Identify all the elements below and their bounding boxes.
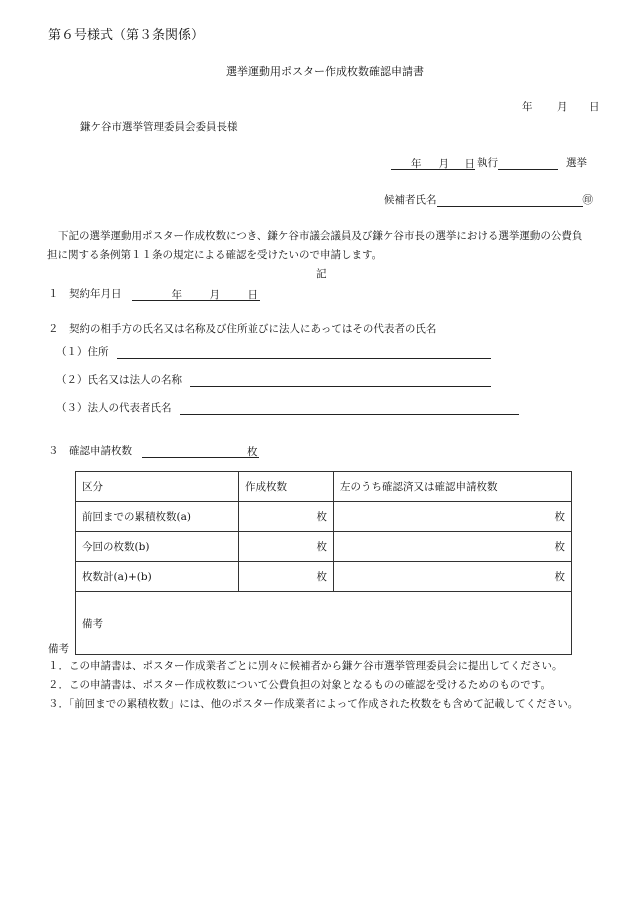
item3-unit: 枚 <box>247 446 258 458</box>
addressee: 鎌ケ谷市選挙管理委員会委員長様 <box>80 121 238 133</box>
election-line <box>391 155 587 170</box>
table-row <box>76 532 572 562</box>
item1-label: １ 契約年月日 <box>48 288 122 300</box>
item2-label: ２ 契約の相手方の氏名又は名称及び住所並びに法人にあってはその代表者の氏名 <box>48 323 437 335</box>
election-held-label: 執行 <box>477 157 498 169</box>
remarks-cell[interactable]: 備考 <box>76 592 572 655</box>
table-header-row <box>76 472 572 502</box>
created-cell[interactable]: 枚 <box>239 562 334 592</box>
row-label: 枚数計(a)+(b) <box>76 562 239 592</box>
remarks-row <box>76 592 572 655</box>
item3-label: ３ 確認申請枚数 <box>48 445 132 457</box>
representative-blank[interactable] <box>180 401 519 415</box>
candidate-label: 候補者氏名 <box>384 194 437 206</box>
note-item-1: １．この申請書は、ポスター作成業者ごとに別々に候補者から鎌ケ谷市選挙管理委員会に提出してください。 <box>48 660 563 672</box>
item3-count <box>48 443 259 458</box>
item1-year-label: 年 <box>172 287 210 301</box>
confirmed-cell[interactable]: 枚 <box>334 532 572 562</box>
election-year-label: 年 <box>411 156 425 170</box>
header-category: 区分 <box>76 472 239 502</box>
item2-name-label: （２）氏名又は法人の名称 <box>56 374 182 386</box>
election-day-label: 日 <box>449 156 475 170</box>
confirmed-cell[interactable]: 枚 <box>334 562 572 592</box>
item2-address-row <box>56 344 491 359</box>
item2-address-label: （１）住所 <box>56 346 109 358</box>
header-created: 作成枚数 <box>239 472 334 502</box>
form-number: 第６号様式（第３条関係） <box>48 28 205 43</box>
row-label: 今回の枚数(b) <box>76 532 239 562</box>
item1-contract-date <box>48 286 260 301</box>
election-month-label: 月 <box>425 156 449 170</box>
item2-rep-label: （３）法人の代表者氏名 <box>56 402 172 414</box>
election-year-blank[interactable] <box>391 156 411 170</box>
note-item-3: ３．「前回までの累積枚数」には、他のポスター作成業者によって作成された枚数をも含めて記載してください。 <box>48 698 579 710</box>
candidate-line <box>384 192 593 207</box>
created-cell[interactable]: 枚 <box>239 502 334 532</box>
item1-month-label: 月 <box>210 287 248 301</box>
candidate-name-blank[interactable] <box>437 193 583 207</box>
item2-name-row <box>56 372 491 387</box>
document-title: 選挙運動用ポスター作成枚数確認申請書 <box>226 65 424 78</box>
confirmed-cell[interactable]: 枚 <box>334 502 572 532</box>
ki-mark: 記 <box>316 268 327 280</box>
name-blank[interactable] <box>190 373 491 387</box>
count-blank[interactable] <box>142 444 247 458</box>
note-item-2: ２．この申請書は、ポスター作成枚数について公費負担の対象となるものの確認を受けるためのものです。 <box>48 679 551 691</box>
election-label: 選挙 <box>566 157 587 169</box>
created-cell[interactable]: 枚 <box>239 532 334 562</box>
election-name-blank[interactable] <box>498 156 558 170</box>
notes-heading: 備考 <box>48 643 69 655</box>
item1-day-label: 日 <box>247 289 258 301</box>
table-row <box>76 562 572 592</box>
seal-mark: ㊞ <box>582 194 593 206</box>
address-blank[interactable] <box>117 345 491 359</box>
row-label: 前回までの累積枚数(a) <box>76 502 239 532</box>
header-confirmed: 左のうち確認済又は確認申請枚数 <box>334 472 572 502</box>
item2-rep-row <box>56 400 519 415</box>
date-month-label: 月 <box>557 101 568 113</box>
table-row <box>76 502 572 532</box>
date-day-label: 日 <box>589 101 600 113</box>
item1-year-blank[interactable] <box>132 287 172 301</box>
body-text: 下記の選挙運動用ポスター作成枚数につき、鎌ケ谷市議会議員及び鎌ケ谷市長の選挙における選挙運動の公費負担に関する条例第１１条の規定による確認を受けたいので申請します。 <box>47 230 583 261</box>
date-year-label: 年 <box>522 101 533 113</box>
count-table <box>75 471 572 655</box>
